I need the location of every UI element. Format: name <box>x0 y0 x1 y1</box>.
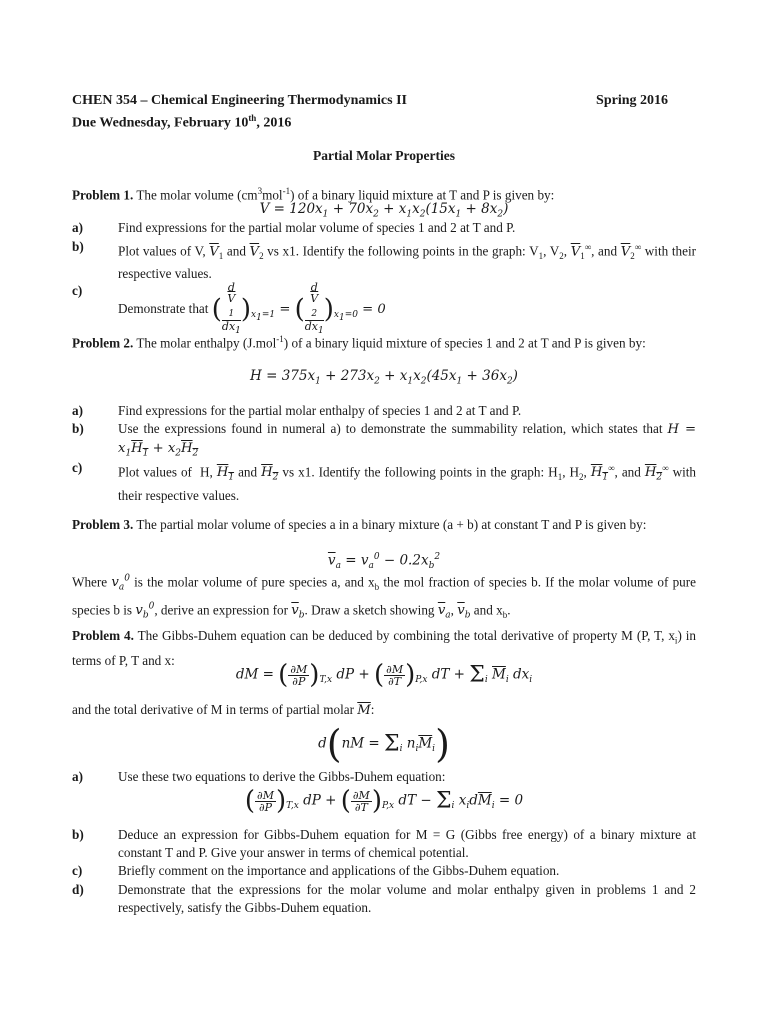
problem1-item-c: c) Demonstrate that ( d $\overline{V}$ $_1$ $dx_1$ )$_{x_1=1}$ = ( d $\overline{V}$ $_2$ $dx_1$ )$_{x_1=0} = 0$ <box>72 281 386 337</box>
course-title: CHEN 354 – Chemical Engineering Thermodynamics II <box>72 93 407 108</box>
problem4-equation-3: ( $\frac{\partial M}{\partial P}$ )$_{T,x}$ dP + ( $\frac{\partial M}{\partial T}$ )$_{P,x}$ dT − $\Sigma_i$ $x_id\overline{M}_i = 0$ <box>244 786 524 816</box>
due-date: Due Wednesday, February 10th, 2016 <box>72 113 292 131</box>
problem4-item-d: d) Demonstrate that the expressions for the molar volume and molar enthalpy given in problems 1 and 2 respectively, satisfy the Gibbs-Duhem equation. <box>72 882 696 915</box>
term: Spring 2016 <box>596 93 668 108</box>
problem3-text: Where $v_a^0$ is the molar volume of pure species a, and $x_b$ the mol fraction of species b. If the molar volume of pure species b is $v_b^0$, derive an expression for $\overline{v}_b$. Draw a sketch showing $\overline{v}_a$, $\overline{v}_b$ and $x_b$. <box>72 574 696 622</box>
header-line-1 <box>72 93 696 109</box>
problem2-item-b: b) Use the expressions found in numeral a) to demonstrate the summability relation, which states that $H = x_1H_1 + x_2H_2$ <box>72 421 696 459</box>
problem1-item-a: a) Find expressions for the partial molar volume of species 1 and 2 at T and P. <box>72 220 516 235</box>
problem4-equation-2: $d(nM = \Sigma_i$ $n_i\overline{M}_i$) <box>318 722 450 766</box>
page-title: Partial Molar Properties <box>313 148 455 163</box>
problem4-item-b: b) Deduce an expression for Gibbs-Duhem equation for M = G (Gibbs free energy) of a binary mixture at constant T and P. Give your answer in terms of chemical potential. <box>72 827 696 860</box>
problem4-equation-1: dM = ( $\frac{\partial M}{\partial P}$ )$_{T,x}$ dP + ( $\frac{\partial M}{\partial T}$ )$_{P,x}$ dT + $\Sigma_i$ $\overline{M}_i$ $dx_i$ <box>235 660 533 690</box>
problem4-item-a: a) Use these two equations to derive the Gibbs-Duhem equation: <box>72 769 446 784</box>
problem3-equation: $\overline{v}_a = v_a^0 - 0.2x_b^2$ <box>327 552 441 572</box>
problem3-intro: Problem 3. The partial molar volume of species a in a binary mixture (a + b) at constant T and P is given by: <box>72 517 647 532</box>
problem1-item-b: b) Plot values of V, $\overline{V}_1$ and $\overline{V}_2$ vs x1. Identify the following points in the graph: $V_1$, $V_2$, $\overline{V}_1^\infty$, and $\overline{V}_2^\infty$ with their respective values. <box>72 239 696 282</box>
problem4-intro: Problem 4. The Gibbs-Duhem equation can be deduced by combining the total derivative of property M (P, T, $x_i$) in terms of P, T and x: <box>72 628 696 668</box>
problem2-equation: $H = 375x_1 + 273x_2 + x_1x_2(45x_1 + 36x_2)$ <box>250 368 518 387</box>
problem1-intro: Problem 1. The molar volume $(cm^3mol^{-1})$ of a binary liquid mixture at T and P is given by: <box>72 186 555 203</box>
problem1-equation: $V = 120x_1 + 70x_2 + x_1x_2(15x_1 + 8x_2)$ <box>259 201 509 220</box>
problem2-item-c: c) Plot values of H, $H_1$ and $H_2$ vs x1. Identify the following points in the graph: $H_1$, $H_2$, $H_1^\infty$, and $H_2^\infty$ with their respective values. <box>72 460 697 504</box>
problem4-item-c: c) Briefly comment on the importance and applications of the Gibbs-Duhem equation. <box>72 863 560 878</box>
problem2-item-a: a) Find expressions for the partial molar enthalpy of species 1 and 2 at T and P. <box>72 403 522 418</box>
problem2-intro: Problem 2. The molar enthalpy (J.mol$^{-1}$) of a binary liquid mixture of species 1 and 2 at T and P is given by: <box>72 334 646 351</box>
problem4-middle: and the total derivative of M in terms of partial molar $\overline{M}$: <box>72 702 375 718</box>
